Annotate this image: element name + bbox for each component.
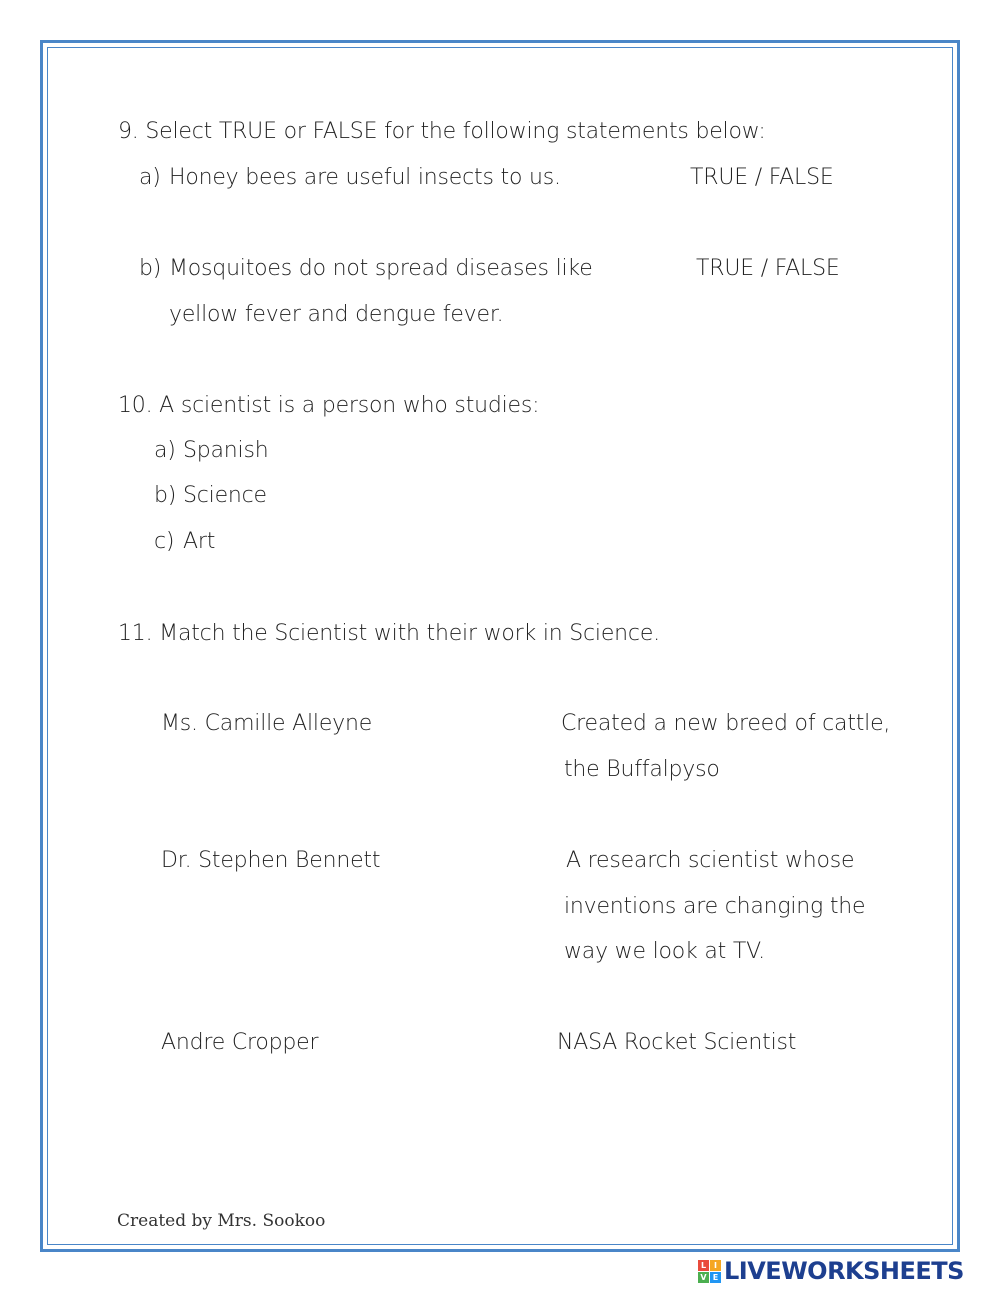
q9-prompt: 9. Select TRUE or FALSE for the following statements below: (118, 119, 766, 144)
q10-prompt: 10. A scientist is a person who studies: (118, 393, 540, 418)
logo-letter-e: E (710, 1272, 721, 1283)
q11-work-2-line2[interactable]: inventions are changing the (564, 894, 866, 919)
page-border-inner (47, 47, 953, 1245)
author-credit: Created by Mrs. Sookoo (117, 1211, 326, 1231)
q11-work-1-line2[interactable]: the Buffalpyso (564, 757, 720, 782)
q9-b-label: b) (139, 256, 162, 281)
q9-b-text-line2: yellow fever and dengue fever. (169, 302, 504, 327)
q11-scientist-2[interactable]: Dr. Stephen Bennett (161, 848, 381, 873)
q10-option-a-label: a) (154, 438, 176, 463)
q10-option-c-label: c) (154, 529, 175, 554)
liveworksheets-logo-icon (698, 1260, 721, 1283)
q9-a-label: a) (139, 165, 161, 190)
q11-work-2-line1[interactable]: A research scientist whose (566, 848, 855, 873)
q10-option-a-text[interactable]: Spanish (183, 438, 269, 463)
q10-option-b-text[interactable]: Science (183, 483, 267, 508)
q9-b-choice[interactable]: TRUE / FALSE (696, 256, 840, 281)
brand-name: LIVEWORKSHEETS (724, 1257, 964, 1285)
q10-option-b-label: b) (154, 483, 177, 508)
logo-letter-l: L (698, 1260, 709, 1271)
q11-scientist-3[interactable]: Andre Cropper (161, 1030, 319, 1055)
liveworksheets-brand[interactable] (698, 1256, 964, 1286)
q11-work-2-line3[interactable]: way we look at TV. (564, 939, 765, 964)
q9-b-text-line1: Mosquitoes do not spread diseases like (169, 256, 593, 281)
q11-work-1-line1[interactable]: Created a new breed of cattle, (561, 711, 891, 736)
q9-a-text: Honey bees are useful insects to us. (169, 165, 561, 190)
logo-letter-v: V (698, 1272, 709, 1283)
q11-scientist-1[interactable]: Ms. Camille Alleyne (161, 711, 373, 736)
q10-option-c-text[interactable]: Art (183, 529, 216, 554)
q11-prompt: 11. Match the Scientist with their work in Science. (118, 621, 660, 646)
logo-letter-i: I (710, 1260, 721, 1271)
q9-a-choice[interactable]: TRUE / FALSE (690, 165, 834, 190)
q11-work-3-line1[interactable]: NASA Rocket Scientist (557, 1030, 797, 1055)
